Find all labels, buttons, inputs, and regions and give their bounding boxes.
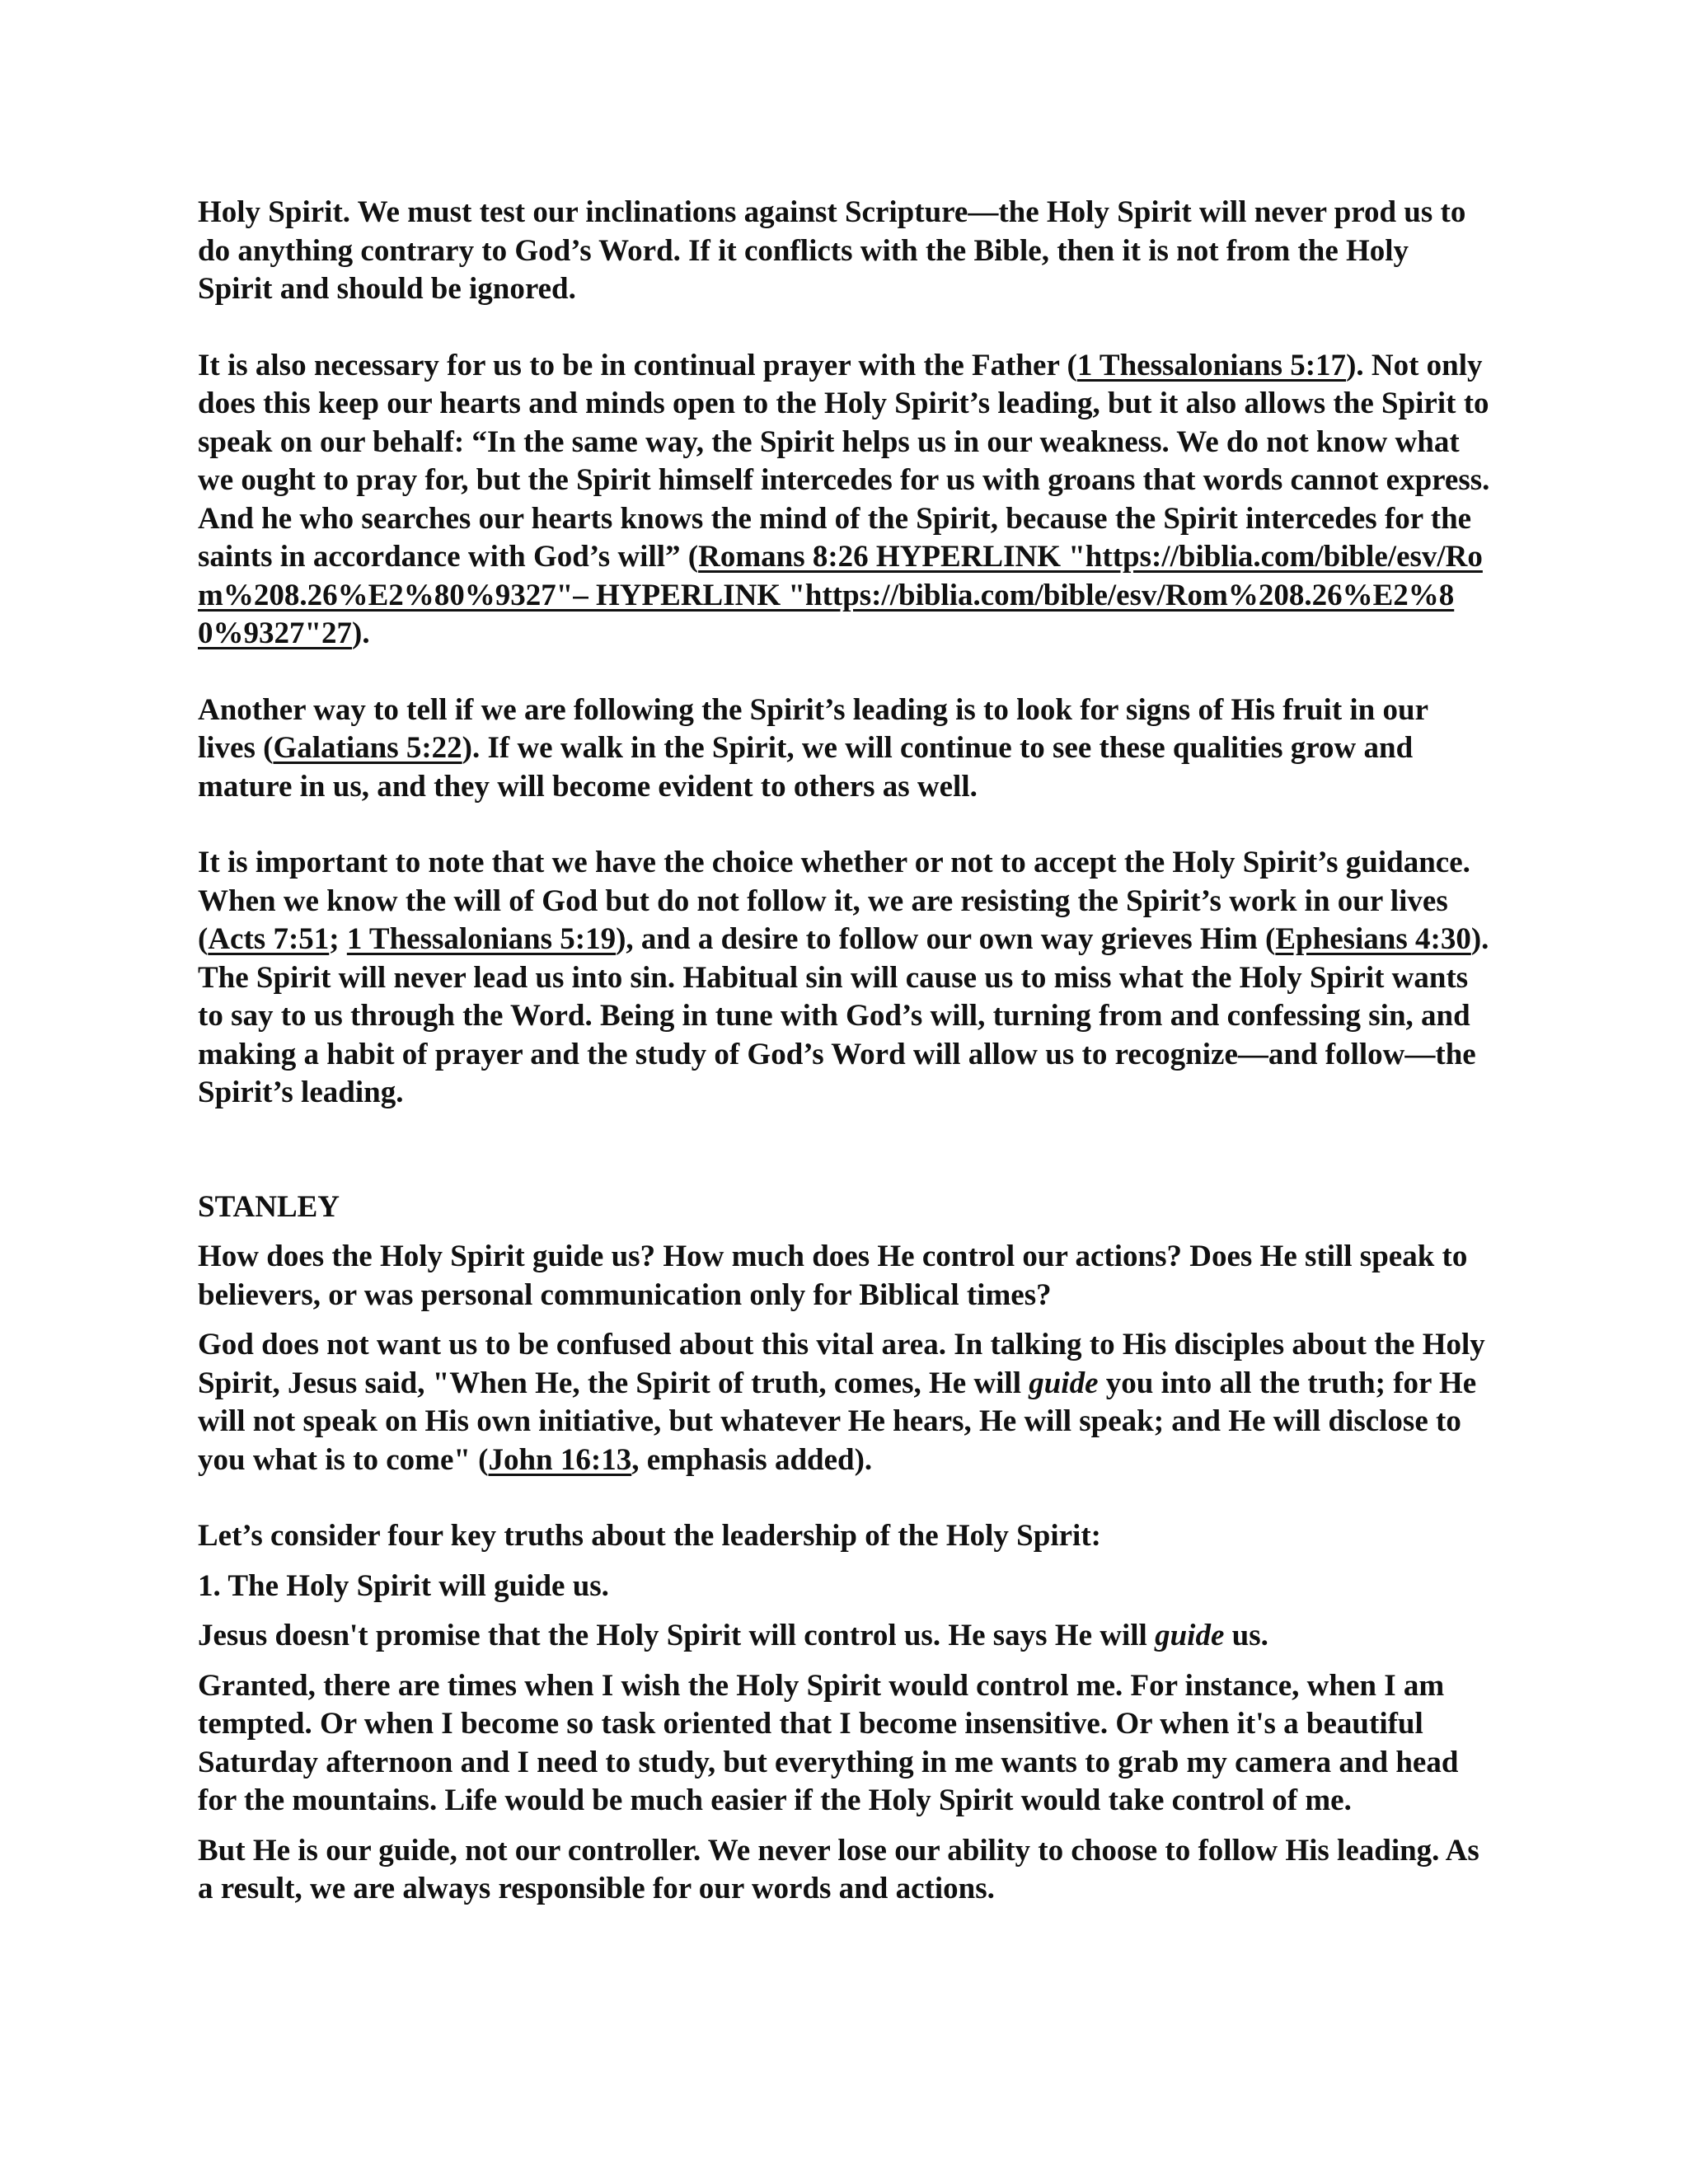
paragraph-fruit-of-spirit — [198, 691, 1490, 807]
text-segment: God does not want us to be confused about this vital area. In talking to His disciples about the Holy Spirit, Jesus said, "When He, the Spirit of truth, comes, He will — [198, 1328, 1485, 1400]
section-heading-stanley: STANLEY — [198, 1189, 340, 1224]
text-segment: ). Not only does this keep our hearts and minds open to the Holy Spirit’s leading, but it also allows the Spirit to speak on our behalf: “In the same way, the Spirit helps us in our weakness. We do not know what we ought to pray for, but the Spirit himself intercedes for us with groans that words cannot express. And he who searches our hearts knows the mind of the Spirit, because the Spirit intercedes for the saints in accordance with God’s will” ( — [198, 348, 1490, 574]
paragraph-guide-not-control — [198, 1617, 1490, 1656]
text-segment: ). If we walk in the Spirit, we will continue to see these qualities grow and mature in us, and they will become evident to others as well. — [198, 731, 1414, 804]
scripture-link-1-thessalonians-5-17[interactable]: 1 Thessalonians 5:17 — [1076, 348, 1347, 382]
text-segment: It is important to note that we have the choice whether or not to accept the Holy Spirit’s guidance. When we know the will of God but do not follow it, we are resisting the Spirit’s work in our lives ( — [198, 846, 1470, 956]
scripture-link-acts-7-51[interactable]: Acts 7:51 — [208, 922, 330, 956]
list-item-truth-1: 1. The Holy Spirit will guide us. — [198, 1568, 609, 1603]
text-segment: , emphasis added). — [631, 1442, 873, 1477]
text-segment: It is also necessary for us to be in continual prayer with the Father ( — [198, 348, 1077, 382]
scripture-link-john-16-13[interactable]: John 16:13 — [488, 1442, 632, 1477]
paragraph-test-inclinations: Holy Spirit. We must test our inclinations against Scripture—the Holy Spirit will never prod us to do anything contrary to God’s Word. If it conflicts with the Bible, then it is not from the Holy Spirit and should be ignored. — [198, 195, 1466, 306]
text-segment: you into all the truth; for He will not speak on His own initiative, but whatever He hears, He will speak; and He will disclose to you what is to come" ( — [198, 1366, 1477, 1477]
text-segment: Another way to tell if we are following the Spirit’s leading is to look for signs of His fruit in our lives ( — [198, 692, 1428, 765]
scripture-link-galatians-5-22[interactable]: Galatians 5:22 — [273, 731, 462, 765]
emphasis-guide: guide — [1155, 1619, 1225, 1652]
scripture-link-1-thessalonians-5-19[interactable]: 1 Thessalonians 5:19 — [346, 922, 617, 956]
text-segment: ). — [352, 616, 370, 650]
paragraph-questions: How does the Holy Spirit guide us? How much does He control our actions? Does He still speak to believers, or was personal communication only for Biblical times? — [198, 1240, 1468, 1312]
paragraph-granted: Granted, there are times when I wish the Holy Spirit would control me. For instance, when I am tempted. Or when I become so task oriented that I become insensitive. Or when it's a beautiful Saturday afternoon and I need to study, but everything in me wants to grab my camera and head for the mountains. Life would be much easier if the Holy Spirit would take control of me. — [198, 1668, 1459, 1817]
text-segment: ). The Spirit will never lead us into sin. Habitual sin will cause us to miss what the Holy Spirit wants to say to us through the Word. Being in tune with God’s will, turning from and confessing sin, and making a habit of prayer and the study of God’s Word will allow us to recognize—and follow—the Spirit’s leading. — [198, 922, 1489, 1109]
scripture-link-ephesians-4-30[interactable]: Ephesians 4:30 — [1275, 922, 1471, 956]
paragraph-choice-to-accept — [198, 844, 1490, 1113]
paragraph-spirit-of-truth — [198, 1326, 1490, 1479]
paragraph-our-guide: But He is our guide, not our controller. We never lose our ability to choose to follow His leading. As a result, we are always responsible for our words and actions. — [198, 1833, 1479, 1905]
paragraph-four-key-truths: Let’s consider four key truths about the leadership of the Holy Spirit: — [198, 1519, 1101, 1553]
emphasis-guide: guide — [1029, 1366, 1099, 1400]
paragraph-continual-prayer — [198, 347, 1490, 654]
text-segment: ; — [329, 922, 347, 956]
text-segment: us. — [1224, 1619, 1268, 1652]
scripture-link-romans-8-26[interactable]: Romans 8:26 HYPERLINK "https://biblia.com/bible/esv/Rom%208.26%E2%80%9327"– HYPERLINK "https://biblia.com/bible/esv/Rom%208.26%E2%80%9327"27 — [198, 540, 1483, 650]
text-segment: Jesus doesn't promise that the Holy Spirit will control us. He says He will — [198, 1619, 1156, 1652]
text-segment: ), and a desire to follow our own way grieves Him ( — [616, 922, 1276, 956]
